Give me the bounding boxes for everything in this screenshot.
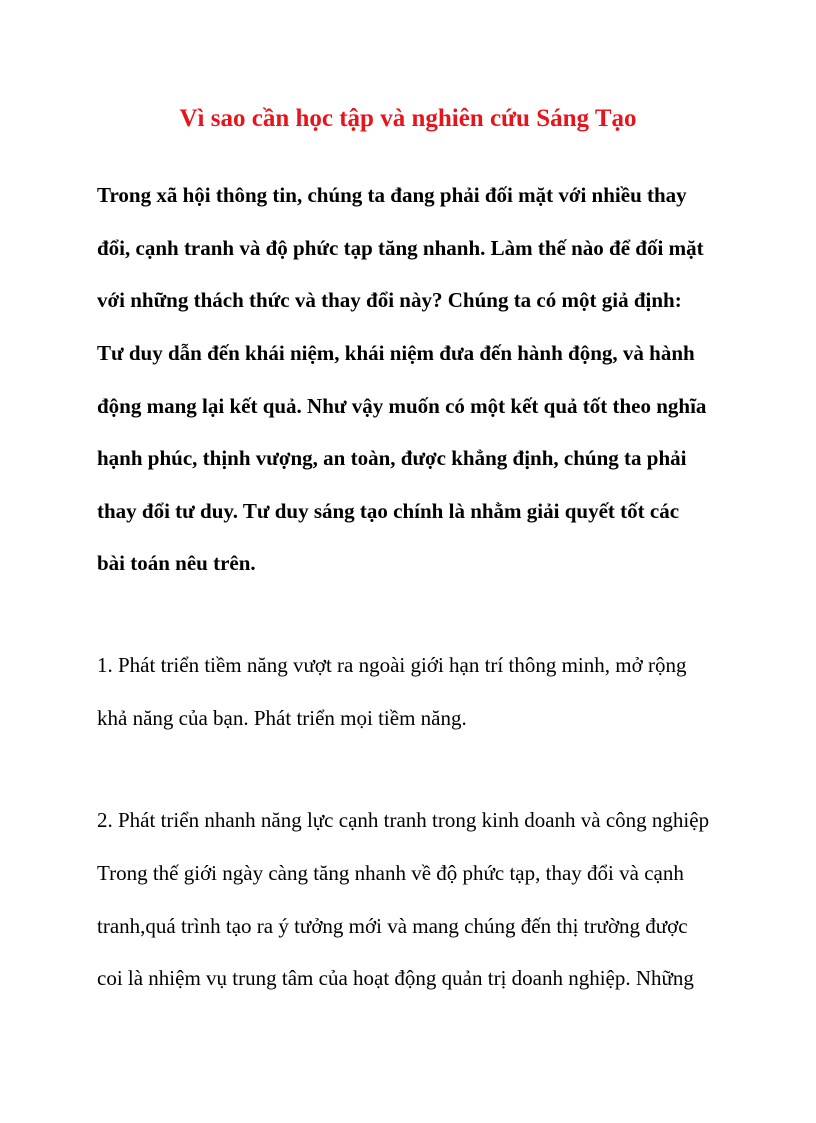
section-1-line: khả năng của bạn. Phát triển mọi tiềm năng. [97, 706, 467, 730]
intro-line: đổi, cạnh tranh và độ phức tạp tăng nhanh. Làm thế nào để đối mặt [97, 236, 704, 260]
intro-line: thay đổi tư duy. Tư duy sáng tạo chính là nhằm giải quyết tốt các [97, 499, 680, 523]
document-title: Vì sao cần học tập và nghiên cứu Sáng Tạo [179, 105, 637, 132]
section-2-line: 2. Phát triển nhanh năng lực cạnh tranh trong kinh doanh và công nghiệp [97, 808, 710, 832]
section-2-line: Trong thế giới ngày càng tăng nhanh về độ phức tạp, thay đổi và cạnh [97, 861, 684, 885]
intro-line: Tư duy dẫn đến khái niệm, khái niệm đưa đến hành động, và hành [97, 341, 695, 365]
section-2-line: tranh,quá trình tạo ra ý tưởng mới và mang chúng đến thị trường được [97, 914, 688, 938]
intro-line: bài toán nêu trên. [97, 551, 256, 575]
intro-line: Trong xã hội thông tin, chúng ta đang phải đối mặt với nhiều thay [97, 183, 687, 207]
section-1-line: 1. Phát triển tiềm năng vượt ra ngoài giới hạn trí thông minh, mở rộng [97, 653, 687, 677]
intro-line: động mang lại kết quả. Như vậy muốn có một kết quả tốt theo nghĩa [97, 394, 707, 418]
intro-line: hạnh phúc, thịnh vượng, an toàn, được khẳng định, chúng ta phải [97, 446, 687, 470]
intro-line: với những thách thức và thay đổi này? Chúng ta có một giả định: [97, 288, 682, 312]
section-2-line: coi là nhiệm vụ trung tâm của hoạt động quản trị doanh nghiệp. Những [97, 966, 694, 990]
